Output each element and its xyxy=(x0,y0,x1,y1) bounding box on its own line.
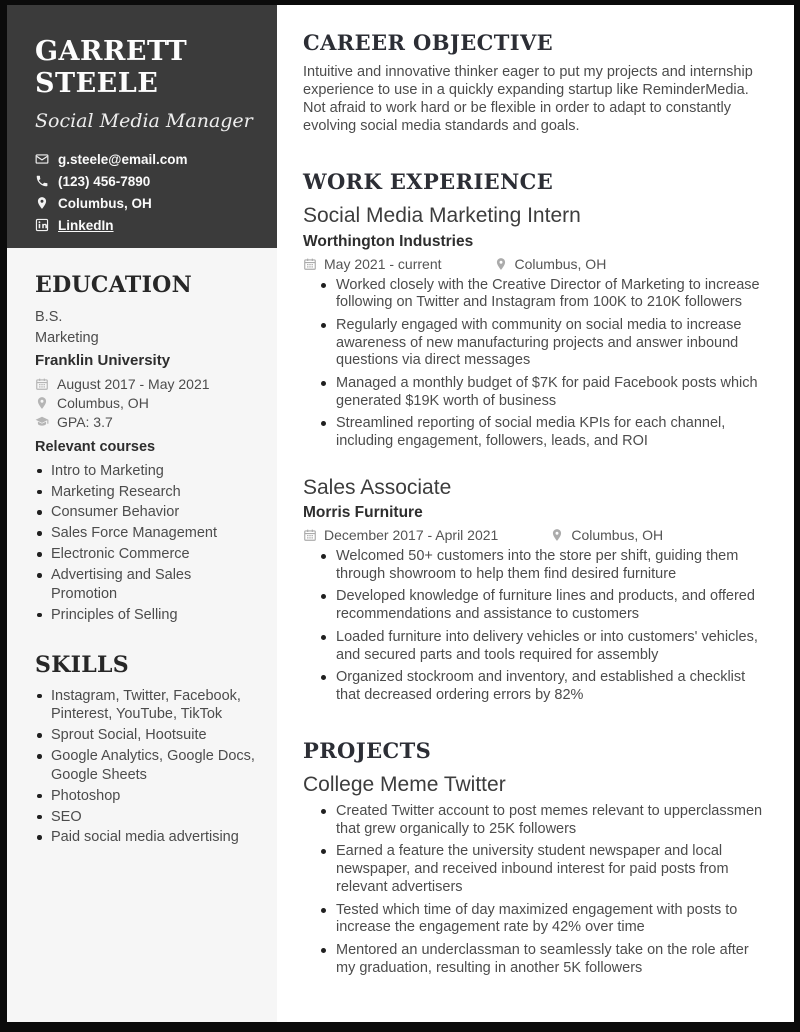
sidebar-header xyxy=(7,5,277,248)
sidebar-body xyxy=(7,248,277,849)
education-dates: August 2017 - May 2021 xyxy=(57,375,210,392)
career-objective-section xyxy=(303,30,770,136)
skill-item: Paid social media advertising xyxy=(51,828,257,847)
education-gpa: GPA: 3.7 xyxy=(57,413,113,430)
job-dates-group xyxy=(303,256,442,272)
course-item: Marketing Research xyxy=(51,483,257,502)
job-entry xyxy=(303,203,770,450)
education-degree: B.S. xyxy=(35,309,63,325)
education-gpa-row xyxy=(35,414,257,430)
job-location: Columbus, OH xyxy=(514,255,607,272)
job-bullet-list xyxy=(303,548,770,705)
contact-email xyxy=(35,152,255,167)
projects-heading: PROJECTS xyxy=(303,737,432,763)
phone-icon xyxy=(35,174,49,188)
contact-phone xyxy=(35,174,255,189)
candidate-job-title: Social Media Manager xyxy=(35,109,253,132)
job-bullet: Welcomed 50+ customers into the store per shift, guiding them through showroom to help them find desired furniture xyxy=(336,548,770,583)
job-dates: May 2021 - current xyxy=(324,255,442,272)
education-major: Marketing xyxy=(35,330,99,347)
project-entry xyxy=(303,772,770,977)
location-icon xyxy=(35,396,49,410)
job-entry xyxy=(303,475,770,705)
skills-heading: SKILLS xyxy=(35,651,129,678)
job-bullet: Worked closely with the Creative Director of Marketing to increase following on Twitter and Instagram from 100K to 210K followers xyxy=(336,277,770,312)
job-bullet: Managed a monthly budget of $7K for paid Facebook posts which generated $19K worth of business xyxy=(336,375,770,410)
contact-list xyxy=(35,152,255,233)
projects-section xyxy=(303,738,770,978)
candidate-name-line2: STEELE xyxy=(35,68,159,100)
job-title: Sales Associate xyxy=(303,475,452,499)
job-dates-group xyxy=(303,527,498,543)
graduation-cap-icon xyxy=(35,415,49,429)
skill-item: SEO xyxy=(51,808,257,827)
linkedin-icon xyxy=(35,218,49,232)
job-location-group xyxy=(550,527,663,543)
course-item: Intro to Marketing xyxy=(51,462,257,481)
project-bullet: Created Twitter account to post memes relevant to upperclassmen that grew organically to 25K followers xyxy=(336,803,770,838)
job-bullet: Organized stockroom and inventory, and established a checklist that decreased ordering errors by 82% xyxy=(336,669,770,704)
job-bullet: Regularly engaged with community on social media to increase awareness of new manufacturing projects and answer inbound questions via direct messages xyxy=(336,317,770,370)
course-item: Principles of Selling xyxy=(51,606,257,625)
email-icon xyxy=(35,152,49,166)
project-bullet: Earned a feature the university student newspaper and local newspaper, and received inbound interest for paid posts from relevant advertisers xyxy=(336,843,770,896)
skill-item: Photoshop xyxy=(51,787,257,806)
calendar-icon xyxy=(303,257,317,271)
career-objective-text: Intuitive and innovative thinker eager to put my projects and internship experience to use in a quickly expanding startup like ReminderMedia. Not afraid to work hard or be flexible in order to adapt to constantly evolving social media standards and goals. xyxy=(303,64,753,135)
job-title: Social Media Marketing Intern xyxy=(303,204,581,228)
education-location-row xyxy=(35,395,257,411)
contact-linkedin xyxy=(35,218,255,233)
job-meta-row xyxy=(303,256,770,272)
project-bullet: Mentored an underclassman to seamlessly take on the role after my graduation, resulting in another 5K followers xyxy=(336,942,770,977)
education-heading: EDUCATION xyxy=(35,272,193,298)
calendar-icon xyxy=(35,377,49,391)
resume-page xyxy=(7,5,794,1022)
skill-item: Sprout Social, Hootsuite xyxy=(51,726,257,745)
job-bullet: Loaded furniture into delivery vehicles or into customers' vehicles, and secured parts and tools required for assembly xyxy=(336,629,770,664)
project-title: College Meme Twitter xyxy=(303,772,506,796)
job-bullet: Developed knowledge of furniture lines and products, and offered recommendations and assistance to customers xyxy=(336,588,770,623)
location-icon xyxy=(494,257,508,271)
skills-list xyxy=(35,687,257,848)
skill-item: Google Analytics, Google Docs, Google Sheets xyxy=(51,747,257,785)
course-item: Electronic Commerce xyxy=(51,545,257,564)
project-bullet: Tested which time of day maximized engagement with posts to increase the engagement rate by 42% over time xyxy=(336,902,770,937)
candidate-name-line1: GARRETT xyxy=(35,36,188,67)
course-item: Advertising and Sales Promotion xyxy=(51,566,257,604)
company-name: Morris Furniture xyxy=(303,504,423,522)
job-bullet: Streamlined reporting of social media KPIs for each channel, including engagement, followers, leads, and ROI xyxy=(336,415,770,450)
courses-list xyxy=(35,462,257,625)
education-school: Franklin University xyxy=(35,352,171,370)
location-icon xyxy=(35,196,49,210)
contact-email-text: g.steele@email.com xyxy=(58,151,188,167)
work-experience-section xyxy=(303,169,770,704)
location-icon xyxy=(550,528,564,542)
job-location-group xyxy=(494,256,607,272)
job-bullet-list xyxy=(303,277,770,451)
education-location: Columbus, OH xyxy=(57,394,149,411)
skill-item: Instagram, Twitter, Facebook, Pinterest, YouTube, TikTok xyxy=(51,687,257,725)
contact-location xyxy=(35,196,255,211)
company-name: Worthington Industries xyxy=(303,232,474,250)
candidate-name xyxy=(35,36,255,101)
sidebar xyxy=(7,5,277,1022)
work-experience-heading: WORK EXPERIENCE xyxy=(303,169,554,195)
job-dates: December 2017 - April 2021 xyxy=(324,527,499,544)
contact-phone-text: (123) 456-7890 xyxy=(58,173,151,189)
linkedin-link[interactable]: LinkedIn xyxy=(58,217,114,233)
course-item: Sales Force Management xyxy=(51,524,257,543)
job-meta-row xyxy=(303,527,770,543)
relevant-courses-label: Relevant courses xyxy=(35,438,156,455)
project-bullet-list xyxy=(303,803,770,977)
main-content xyxy=(277,5,794,1022)
calendar-icon xyxy=(303,528,317,542)
job-location: Columbus, OH xyxy=(571,527,664,544)
career-objective-heading: CAREER OBJECTIVE xyxy=(303,30,554,55)
course-item: Consumer Behavior xyxy=(51,503,257,522)
education-dates-row xyxy=(35,376,257,392)
contact-location-text: Columbus, OH xyxy=(58,195,152,211)
